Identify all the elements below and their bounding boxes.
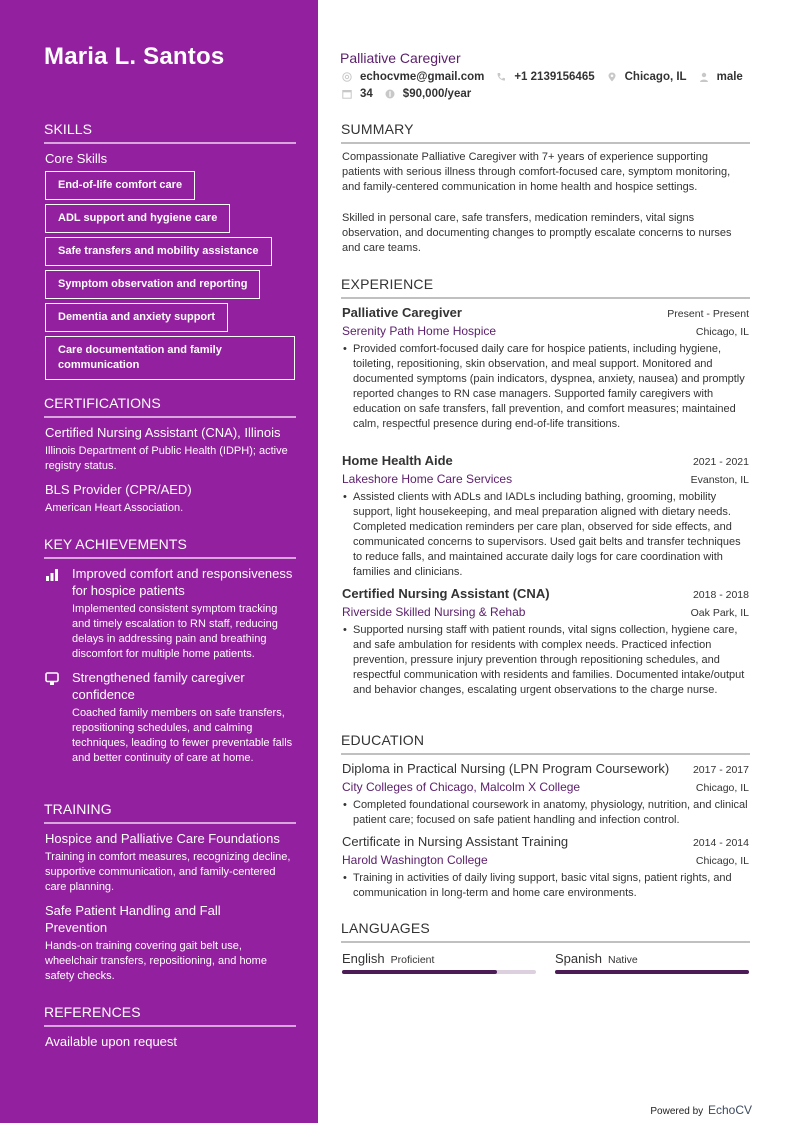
person-icon — [699, 72, 709, 82]
salary-icon — [385, 89, 395, 99]
language-proficiency-bar — [342, 970, 536, 974]
section-heading-education: EDUCATION — [341, 732, 750, 755]
contact-salary — [385, 88, 471, 100]
education-org-row — [342, 780, 749, 794]
section-heading-experience: EXPERIENCE — [341, 276, 750, 299]
experience-header — [342, 305, 749, 320]
candidate-name: Maria L. Santos — [44, 43, 225, 70]
training-title: Safe Patient Handling and Fall Prevention — [45, 903, 221, 935]
education-org-row — [342, 853, 749, 867]
training-desc: Training in comfort measures, recognizing decline, supportive communication, and family-centered care planning. — [45, 851, 291, 893]
education-header — [342, 761, 749, 776]
training-title: Hospice and Palliative Care Foundations — [45, 831, 280, 846]
language-proficiency-fill — [555, 970, 749, 974]
experience-org-row — [342, 605, 749, 619]
references-text: Available upon request — [45, 1034, 178, 1049]
location-text: Chicago, IL — [624, 71, 687, 83]
education-dates: 2014 - 2014 — [692, 837, 749, 849]
skills-group-label: Core Skills — [45, 151, 108, 166]
job-title: Palliative Caregiver — [340, 50, 461, 66]
experience-org: Serenity Path Home Hospice — [342, 324, 497, 338]
powered-by-footer — [650, 1103, 752, 1117]
skill-chip: Symptom observation and reporting — [45, 270, 260, 299]
certification-title: BLS Provider (CPR/AED) — [45, 482, 192, 497]
education-org: Harold Washington College — [342, 853, 488, 867]
contact-email[interactable] — [342, 71, 484, 83]
experience-bullet: • Provided comfort-focused daily care for hospice patients, including hygiene, toileting, repositioning, skin observation, and meal support. Monitored and documented symptoms (pain indicators, dyspnea, anxiety, nausea) and promptly reported changes to RN case managers. Supported family caregivers with education on safe transfers, fall prevention, and comfort measures; maintained calm, respectful presence during end-of-life transitions. — [342, 342, 749, 432]
email-text: echocvme@gmail.com — [360, 71, 485, 83]
contact-location — [607, 71, 687, 83]
education-degree: Diploma in Practical Nursing (LPN Program Coursework) — [342, 761, 670, 776]
experience-dates: Present - Present — [667, 308, 749, 320]
contact-gender — [699, 71, 743, 83]
language-level: Native — [607, 954, 638, 966]
experience-dates: 2018 - 2018 — [692, 589, 749, 601]
education-header — [342, 834, 749, 849]
section-heading-skills: SKILLS — [44, 121, 296, 144]
skill-chip: Safe transfers and mobility assistance — [45, 237, 272, 266]
experience-org-row — [342, 472, 749, 486]
experience-role: Home Health Aide — [342, 453, 453, 468]
experience-header — [342, 586, 749, 601]
monitor-icon — [45, 672, 59, 686]
experience-org: Riverside Skilled Nursing & Rehab — [342, 605, 526, 619]
certification-title: Certified Nursing Assistant (CNA), Illinois — [45, 425, 281, 440]
section-heading-training: TRAINING — [44, 801, 296, 824]
experience-role: Certified Nursing Assistant (CNA) — [342, 586, 550, 601]
section-heading-achievements: KEY ACHIEVEMENTS — [44, 536, 296, 559]
certification-desc: Illinois Department of Public Health (IDPH); active registry status. — [45, 445, 288, 472]
experience-header — [342, 453, 749, 468]
experience-org-row — [342, 324, 749, 338]
education-bullet: • Completed foundational coursework in anatomy, physiology, nutrition, and clinical patient care; focused on safe patient handling and infection control. — [342, 798, 749, 828]
sidebar — [0, 0, 318, 1123]
section-heading-summary: SUMMARY — [341, 121, 750, 144]
salary-text: $90,000/year — [402, 88, 472, 100]
at-icon — [342, 72, 352, 82]
education-degree: Certificate in Nursing Assistant Training — [342, 834, 569, 849]
phone-icon — [496, 72, 506, 82]
experience-location: Oak Park, IL — [690, 607, 749, 619]
footer-brand-link[interactable]: EchoCV — [707, 1103, 752, 1117]
achievement-title: Strengthened family caregiver confidence — [72, 670, 245, 702]
experience-dates: 2021 - 2021 — [692, 456, 749, 468]
section-heading-certifications: CERTIFICATIONS — [44, 395, 296, 418]
skill-chip: ADL support and hygiene care — [45, 204, 230, 233]
training-desc: Hands-on training covering gait belt use, wheelchair transfers, repositioning, and home safety checks. — [45, 940, 267, 982]
language-item — [342, 950, 536, 974]
summary-paragraph: Compassionate Palliative Caregiver with 7+ years of experience supporting patients with serious illness through comfort-focused care, symptom monitoring, and family-centered communication in home health and hospice settings. — [342, 151, 731, 193]
contact-row-1 — [342, 71, 755, 83]
section-heading-languages: LANGUAGES — [341, 920, 750, 943]
skill-chip: End-of-life comfort care — [45, 171, 195, 200]
experience-bullet: • Assisted clients with ADLs and IADLs including bathing, grooming, mobility support, light housekeeping, and meal preparation aligned with dietary needs. Completed medication reminders per care plan, observed for side effects, and communicated concerns to supervisors. Used gait belts and transfer techniques to reduce falls, and maintained accurate daily logs for care coordination with families and clinicians. — [342, 490, 749, 580]
summary-paragraph: Skilled in personal care, safe transfers, medication reminders, vital signs observation, and documenting changes to promptly escalate concerns to nurses and care teams. — [342, 212, 732, 254]
calendar-icon — [342, 89, 352, 99]
bar-chart-icon — [45, 568, 59, 582]
contact-row-2 — [342, 88, 483, 100]
language-name: Spanish — [555, 951, 602, 966]
age-text: 34 — [360, 88, 373, 100]
contact-age — [342, 88, 373, 100]
language-proficiency-fill — [342, 970, 497, 974]
language-item — [555, 950, 749, 974]
section-heading-references: REFERENCES — [44, 1004, 296, 1027]
achievement-desc: Coached family members on safe transfers, repositioning schedules, and calming techniques, leading to fewer preventable falls and better continuity of care at home. — [72, 707, 293, 764]
contact-phone[interactable] — [496, 71, 594, 83]
experience-role: Palliative Caregiver — [342, 305, 462, 320]
footer-prefix: Powered by — [650, 1106, 704, 1117]
experience-location: Evanston, IL — [690, 474, 749, 486]
language-proficiency-bar — [555, 970, 749, 974]
skill-chip: Dementia and anxiety support — [45, 303, 228, 332]
experience-bullet: • Supported nursing staff with patient rounds, vital signs collection, hygiene care, and safe ambulation for residents with complex needs. Practiced infection prevention, pressure injury prevention through repositioning schedules, and respectful communication with residents and families. Documented intake/output and behavior changes, escalating urgent observations to the charge nurse. — [342, 623, 749, 698]
language-name: English — [342, 951, 385, 966]
language-level: Proficient — [390, 954, 435, 966]
location-pin-icon — [607, 72, 617, 82]
skill-chip: Care documentation and family communication — [45, 336, 295, 380]
education-location: Chicago, IL — [695, 855, 749, 867]
education-dates: 2017 - 2017 — [692, 764, 749, 776]
education-org: City Colleges of Chicago, Malcolm X College — [342, 780, 581, 794]
education-location: Chicago, IL — [695, 782, 749, 794]
gender-text: male — [716, 71, 743, 83]
certification-desc: American Heart Association. — [45, 502, 184, 514]
phone-text: +1 2139156465 — [514, 71, 595, 83]
experience-location: Chicago, IL — [695, 326, 749, 338]
achievement-title: Improved comfort and responsiveness for hospice patients — [72, 566, 293, 598]
achievement-desc: Implemented consistent symptom tracking and timely escalation to RN staff, reducing delays in addressing pain and breathing discomfort for multiple home patients. — [72, 603, 278, 660]
experience-org: Lakeshore Home Care Services — [342, 472, 513, 486]
education-bullet: • Training in activities of daily living support, basic vital signs, patient rights, and communication in long-term and home care environments. — [342, 871, 749, 901]
